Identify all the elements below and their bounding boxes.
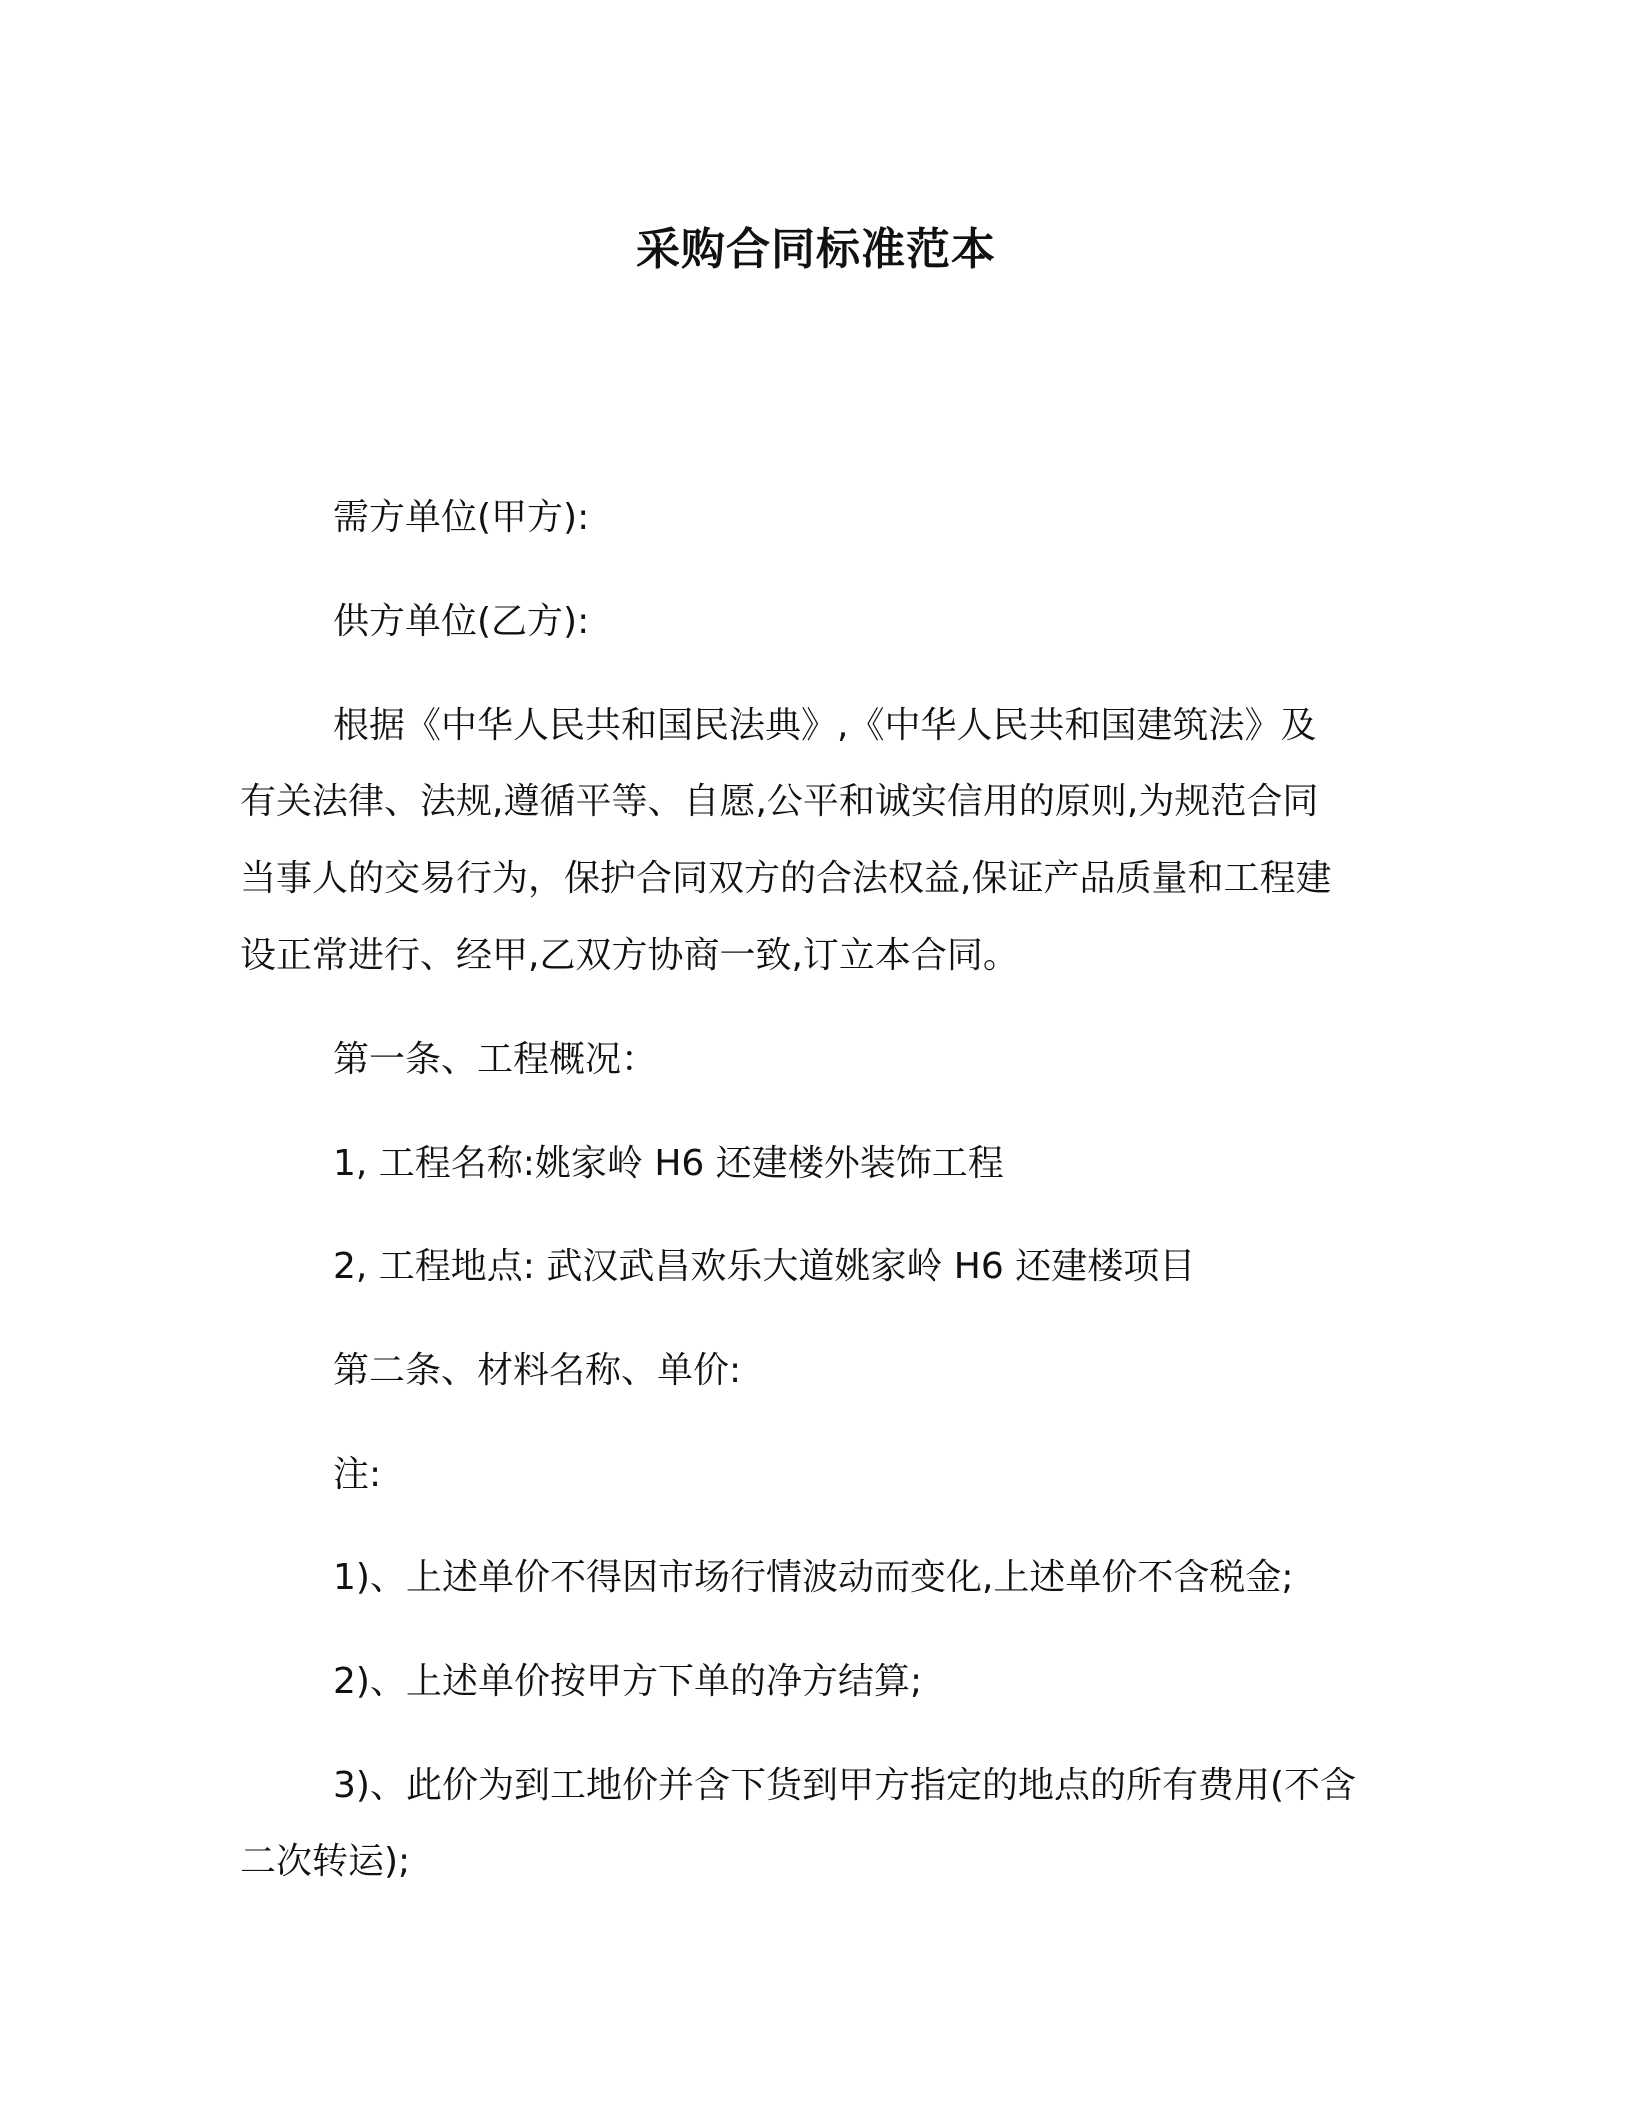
buyer-label: 需方单位(甲方): <box>333 497 590 538</box>
preamble-line-4: 设正常进行、经甲,乙双方协商一致,订立本合同。 <box>240 935 1019 976</box>
preamble-line-2: 有关法律、法规,遵循平等、自愿,公平和诚实信用的原则,为规范合同 <box>240 781 1319 822</box>
note-label: 注: <box>333 1454 382 1495</box>
article2-heading: 第二条、材料名称、单价: <box>333 1350 742 1391</box>
preamble-line-3: 当事人的交易行为，保护合同双方的合法权益,保证产品质量和工程建 <box>240 858 1332 899</box>
note-2: 2)、上述单价按甲方下单的净方结算; <box>333 1661 923 1702</box>
note-3-line-1: 3)、此价为到工地价并含下货到甲方指定的地点的所有费用(不含 <box>333 1765 1356 1806</box>
article1-heading: 第一条、工程概况： <box>333 1039 658 1080</box>
article1-item-2: 2, 工程地点: 武汉武昌欢乐大道姚家岭 H6 还建楼项目 <box>333 1246 1196 1287</box>
note-1: 1)、上述单价不得因市场行情波动而变化,上述单价不含税金; <box>333 1557 1294 1598</box>
article1-item-1: 1, 工程名称:姚家岭 H6 还建楼外装饰工程 <box>333 1143 1004 1184</box>
preamble-line-1: 根据《中华人民共和国民法典》,《中华人民共和国建筑法》及 <box>333 705 1317 746</box>
document-title: 采购合同标准范本 <box>636 224 996 275</box>
supplier-label: 供方单位(乙方): <box>333 601 590 642</box>
note-3-line-2: 二次转运); <box>240 1841 411 1882</box>
